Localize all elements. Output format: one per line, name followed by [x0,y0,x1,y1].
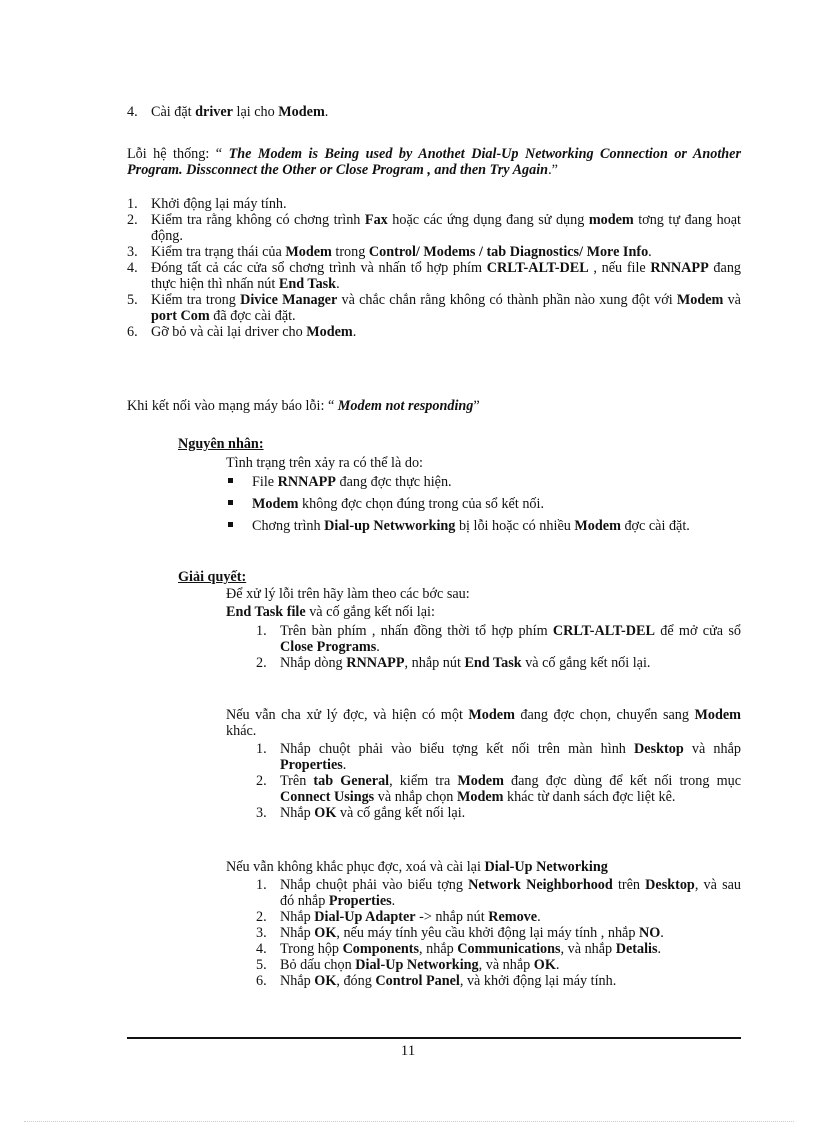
bold-term: Detalis [615,941,658,957]
list-item: 1. Nhắp chuột phải vào biểu tợng kết nối trên màn hình Desktop và nhắp Properties. [256,741,741,773]
bold-term: Dial-Up Networking [355,957,479,973]
text-run: Kiểm tra trạng thái của [151,244,286,260]
text-run: . [336,276,340,292]
text-run: Khởi động lại máy tính. [151,196,287,212]
bold-term: Modem [456,789,504,805]
text-run: đang đợc thực hiện. [335,474,452,490]
text-run: , và khởi động lại máy tính. [459,973,617,989]
bold-term: modem [588,212,634,228]
paragraph-switch-modem [226,707,741,739]
solution-intro: Để xử lý lỗi trên hãy làm theo các bớc sau: [226,586,470,602]
bold-term: Modem [468,707,515,723]
bold-term: port Com [151,308,210,324]
bold-term: RNNAPP [650,260,709,276]
bold-term: Modem [694,707,741,723]
list-item: 1. Khởi động lại máy tính. [127,196,287,212]
bold-term: Connect Usings [280,789,375,805]
bold-term: Properties [328,893,392,909]
list-item: 2. Nhắp Dial-Up Adapter -> nhắp nút Remove. [256,909,541,925]
error-2-paragraph: Khi kết nối vào mạng máy báo lỗi: “ Modem not responding” [127,398,480,414]
text-run: và nhắp chọn [374,789,457,805]
cause-heading: Nguyên nhân: [178,436,264,452]
text-run: Kiểm tra trong [151,292,241,308]
text-run: , nếu file [588,260,651,276]
bold-term: Divice Manager [240,292,338,308]
list-item: 3. Kiểm tra trạng thái của Modem trong Control/ Modems / tab Diagnostics/ More Info. [127,244,652,260]
text-run: Kiểm tra rằng không có chơng trình [151,212,365,228]
bullet-item [226,474,741,490]
text-run: đợc cài đặt. [620,518,690,534]
text-run: trên [612,877,646,893]
bullet-square-icon [228,522,233,527]
bold-term: NO [638,925,661,941]
text-run: Đóng tất cả các cửa sổ chơng trình và nhấn tổ hợp phím [151,260,487,276]
bold-term: OK [314,805,337,821]
list-item: 4. Đóng tất cả các cửa sổ chơng trình và nhấn tổ hợp phím CRLT-ALT-DEL , nếu file RNNAPP đang thực hiện thì nhấn nút End Task. [127,260,742,292]
paragraph-reinstall [226,859,741,875]
text-run: trong [331,244,369,260]
text-run: Nhắp chuột phải vào biểu tợng kết nối trên màn hình [280,741,635,757]
page-number: 11 [400,1043,416,1059]
solution-list-a [256,623,741,671]
bold-term: Modem [676,292,724,308]
text-run: . [342,757,347,773]
text-run: Nhắp chuột phải vào biểu tợng [280,877,469,893]
bold-term: Fax [364,212,388,228]
bullet-square-icon [228,478,233,483]
list-item: 2. Trên tab General, kiểm tra Modem đang đợc dùng để kết nối trong mục Connect Usings và nhắp chọn Modem khác từ danh sách đợc liệt kê. [256,773,741,805]
bullet-item [226,518,741,534]
text-run: . [537,909,541,925]
list-item: 5. Kiểm tra trong Divice Manager và chắc chắn rằng không có thành phần nào xung đột với Modem và port Com đã đợc cài đặt. [127,292,741,324]
text-run: Trên bàn phím , nhấn đồng thời tổ hợp phím [280,623,553,639]
text-run: . [352,324,357,340]
bold-term: Modem [278,104,325,120]
bold-term: Desktop [645,877,695,893]
bold-term: End Task [278,276,337,292]
bold-term: Communications [457,941,561,957]
bold-term: Dial-up Netwworking [324,518,456,534]
bold-term: CRLT-ALT-DEL [552,623,655,639]
text-run: đang đợc chọn, chuyển sang [514,707,695,723]
text-run: tơng tự đang hoạt động. [151,212,741,244]
text-run: -> nhắp nút [415,909,489,925]
text-run: Nhắp dòng [280,655,347,671]
text-run: Nhắp [280,925,315,941]
bold-term: Network Neighborhood [468,877,613,893]
text-run: Nhắp [280,909,315,925]
text-run: , nhắp [419,941,458,957]
bold-term: RNNAPP [346,655,405,671]
bold-term: Control Panel [375,973,460,989]
text-run: Trong hộp [280,941,343,957]
text-run: . [324,104,329,120]
text-run: Trên [280,773,314,789]
bold-term: driver [195,104,233,120]
text-run: và cố gắng kết nối lại. [521,655,651,671]
bold-term: CRLT-ALT-DEL [486,260,589,276]
list-item: 1. Nhắp chuột phải vào biểu tợng Network Neighborhood trên Desktop, và sau đó nhắp Properties. [256,877,741,909]
bold-term: Modem [252,496,299,512]
error-1-message: The Modem is Being used by Anothet Dial-Up Networking Connection or Another Program. Dissconnect the Other or Close Program , and then Try Again [127,146,741,178]
text-run: hoặc các ứng dụng đang sử dụng [387,212,589,228]
solution-list-b [256,741,741,821]
text-run: Bỏ dấu chọn [280,957,356,973]
end-task-line [226,604,435,620]
text-run: bị lỗi hoặc có nhiều [455,518,575,534]
text-run: , kiểm tra [389,773,458,789]
list-item: 3. Nhắp OK và cố gắng kết nối lại. [256,805,466,821]
bold-term: End Task [464,655,522,671]
list-item: 1. Trên bàn phím , nhấn đồng thời tổ hợp phím CRLT-ALT-DEL để mở cửa sổ Close Programs. [256,623,741,655]
pre-list [127,104,741,120]
footer-divider [127,1037,741,1039]
text-run: và cố gắng kết nối lại: [305,604,435,620]
text-run: . [391,893,396,909]
list-item: 4. Cài đặt driver lại cho Modem. [127,104,329,120]
text-run: và [723,292,741,308]
text-run: Nhắp [280,805,315,821]
list-item: 5. Bỏ dấu chọn Dial-Up Networking, và nhắp OK. [256,957,560,973]
solution-heading: Giải quyết: [178,569,247,585]
text-run: . [648,244,652,260]
bold-term: Properties [280,757,343,773]
error-1-paragraph: Lỗi hệ thống: “ The Modem is Being used by Anothet Dial-Up Networking Connection or Another Program. Dissconnect the Other or Close Program , and then Try Again.” [127,146,741,178]
bold-term: tab General [313,773,390,789]
text-run: , nhắp nút [404,655,465,671]
list-item: 6. Nhắp OK, đóng Control Panel, và khởi động lại máy tính. [256,973,617,989]
text-run: . [657,941,662,957]
list-item: 3. Nhắp OK, nếu máy tính yêu cầu khởi động lại máy tính , nhắp NO. [256,925,664,941]
list-item: 6. Gỡ bỏ và cài lại driver cho Modem. [127,324,357,340]
bold-term: End Task file [226,604,306,620]
bold-term: Components [342,941,420,957]
text-run: Gỡ bỏ và cài lại driver cho [151,324,307,340]
bold-term: OK [314,925,337,941]
bold-term: Modem [285,244,332,260]
bold-term: Control/ Modems / tab Diagnostics/ More Info [368,244,649,260]
text-run: không đợc chọn đúng trong của sổ kết nối. [298,496,544,512]
text-run: File [252,474,278,490]
text-run: khác từ danh sách đợc liệt kê. [503,789,676,805]
bold-term: OK [533,957,556,973]
bold-term: RNNAPP [277,474,336,490]
text-run: và chắc chắn rằng không có thành phần nào xung đột với [337,292,677,308]
bullet-square-icon [228,500,233,505]
bold-term: Dial-Up Adapter [314,909,416,925]
bold-term: Modem [306,324,353,340]
page-edge-dotted-line [24,1121,794,1122]
text-run: Nhắp [280,973,315,989]
text-run: , và sau đó nhắp [280,877,741,909]
bullet-item [226,496,741,512]
list-item: 4. Trong hộp Components, nhắp Communications, và nhắp Detalis. [256,941,662,957]
text-run: đang đợc dùng để kết nối trong mục [503,773,741,789]
text-run: đã đợc cài đặt. [209,308,296,324]
text-run: và nhắp [683,741,741,757]
text-run: và cố gắng kết nối lại. [336,805,466,821]
text-run: . [376,639,380,655]
list-item: 2. Kiểm tra rằng không có chơng trình Fax hoặc các ứng dụng đang sử dụng modem tơng tự đang hoạt động. [127,212,741,244]
text-run: Nếu vẫn cha xử lý đợc, và hiện có một [226,707,469,723]
text-run: . [555,957,560,973]
text-run: , và nhắp [478,957,534,973]
text-run: Chơng trình [252,518,325,534]
fix-steps-list [127,196,741,340]
text-run: , và nhắp [560,941,616,957]
text-run: Cài đặt [151,104,196,120]
text-run: đang thực hiện thì nhấn nút [151,260,742,292]
text-run: khác. [226,723,257,739]
text-run: , đóng [336,973,376,989]
text-run: . [660,925,664,941]
bold-term: OK [314,973,337,989]
bold-term: Close Programs [280,639,377,655]
text-run: lại cho [232,104,279,120]
bold-term: Modem [574,518,621,534]
list-item: 2. Nhắp dòng RNNAPP, nhắp nút End Task và cố gắng kết nối lại. [256,655,651,671]
text-run: Nếu vẫn không khắc phục đợc, xoá và cài lại [226,859,485,875]
text-run: để mở cửa sổ [654,623,741,639]
cause-intro: Tình trạng trên xảy ra có thể là do: [226,455,423,471]
bold-term: Dial-Up Networking [484,859,608,875]
bold-term: Modem [457,773,504,789]
bold-term: Remove [488,909,538,925]
solution-list-c [256,877,741,989]
text-run: , nếu máy tính yêu cầu khởi động lại máy tính , nhắp [336,925,639,941]
cause-bullets [226,474,741,540]
error-2-message: Modem not responding [337,398,474,414]
bold-term: Desktop [634,741,684,757]
